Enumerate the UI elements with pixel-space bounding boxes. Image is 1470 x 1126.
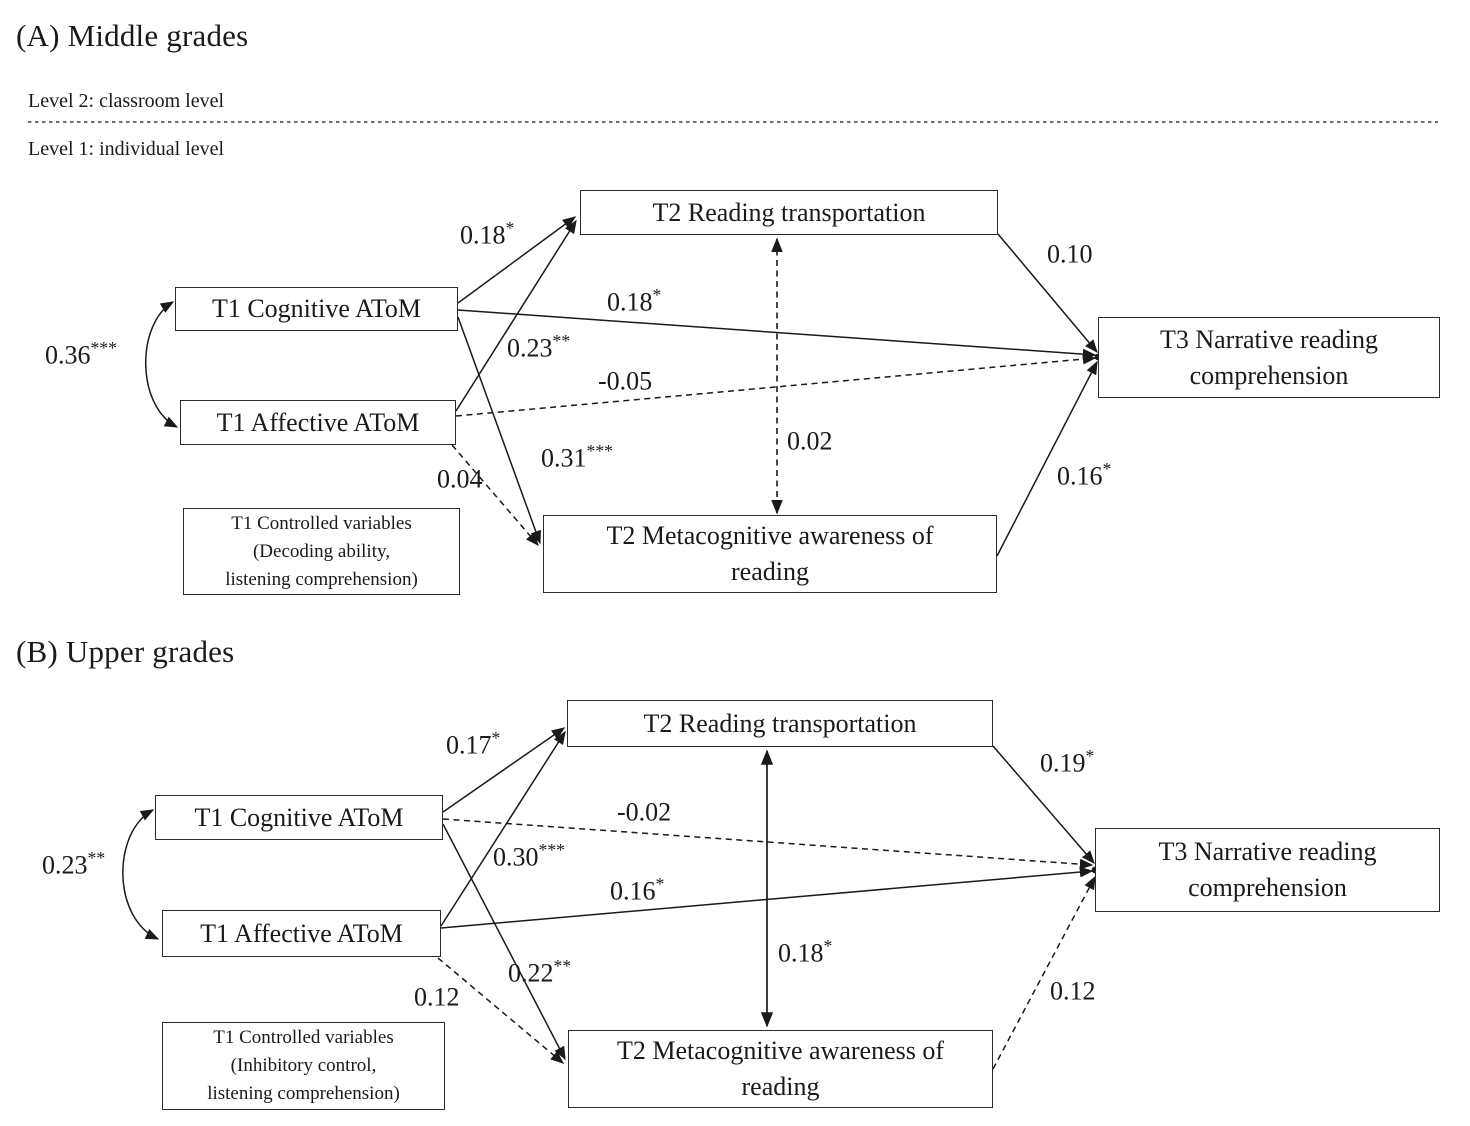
- arrow-a-affective-to-metacognitive-dashed: [452, 445, 538, 545]
- coef-b-cognitive-to-metacognitive: [508, 956, 571, 989]
- node-b-t3-narrative-reading-comprehension: [1095, 828, 1440, 912]
- node-a-t2-reading-transportation: [580, 190, 998, 235]
- coef-stars: *: [652, 285, 662, 305]
- coef-a-transportation-metacognitive-covariance: [787, 424, 833, 457]
- coef-a-metacognitive-to-comprehension: [1057, 459, 1111, 492]
- arrow-b-metacognitive-to-comprehension-dashed: [993, 877, 1095, 1069]
- coef-stars: **: [552, 331, 571, 351]
- node-b-t2-metacognitive-awareness: [568, 1030, 993, 1108]
- coef-b-cognitive-to-transportation: [446, 728, 500, 761]
- coef-b-metacognitive-to-comprehension: [1050, 974, 1096, 1007]
- coef-value: 0.23: [507, 333, 553, 363]
- node-label-line-2: reading: [741, 1072, 820, 1101]
- coef-a-cognitive-to-metacognitive: [541, 441, 613, 474]
- node-label-line-2: (Decoding ability,: [252, 540, 390, 562]
- coef-stars: *: [491, 728, 501, 748]
- node-label-line-3: listening comprehension): [225, 568, 418, 590]
- node-a-t1-affective-atom: [180, 400, 456, 445]
- coef-value: 0.18: [778, 938, 824, 968]
- coef-a-transportation-to-comprehension: [1047, 237, 1093, 270]
- coef-stars: **: [553, 956, 572, 976]
- coef-value: 0.16: [610, 876, 656, 906]
- covariance-arrow-a-cognitive-affective: [146, 302, 177, 427]
- coef-a-t1-covariance: [45, 338, 117, 371]
- coef-b-t1-covariance: [42, 848, 105, 881]
- node-label-line-2: reading: [731, 557, 809, 586]
- node-label-line-1: T3 Narrative reading: [1158, 837, 1377, 866]
- coef-value: -0.02: [617, 797, 672, 827]
- node-label: T1 Cognitive AToM: [194, 802, 404, 832]
- coef-a-affective-to-transportation: [507, 331, 570, 364]
- node-label: T1 Affective AToM: [200, 918, 403, 948]
- coef-stars: *: [823, 936, 833, 956]
- node-label: T2 Reading transportation: [643, 708, 917, 738]
- coef-stars: ***: [586, 441, 614, 461]
- node-a-t2-metacognitive-awareness: [543, 515, 997, 593]
- panel-a-title: (A) Middle grades: [16, 18, 249, 53]
- node-label-line-3: listening comprehension): [207, 1083, 400, 1104]
- coef-stars: *: [1102, 459, 1112, 479]
- node-a-t1-cognitive-atom: [175, 287, 458, 331]
- node-label-line-2: (Inhibitory control,: [230, 1055, 377, 1076]
- coef-value: 0.02: [787, 426, 833, 456]
- node-a-t1-controlled-variables: [183, 508, 460, 595]
- coef-value: 0.18: [460, 220, 506, 250]
- covariance-arrow-b-cognitive-affective: [123, 810, 158, 939]
- coef-stars: *: [505, 218, 515, 238]
- coef-value: 0.30: [493, 842, 539, 872]
- coef-value: 0.16: [1057, 461, 1103, 491]
- node-label: T1 Affective AToM: [216, 407, 420, 437]
- node-a-t3-narrative-reading-comprehension: [1098, 317, 1440, 398]
- coef-value: 0.12: [414, 982, 460, 1012]
- coef-b-transportation-metacognitive-covariance: [778, 936, 832, 969]
- node-b-t1-cognitive-atom: [155, 795, 443, 840]
- node-label: T2 Reading transportation: [652, 197, 926, 227]
- node-label: T1 Cognitive AToM: [211, 294, 422, 323]
- coef-stars: ***: [90, 338, 118, 358]
- coef-value: 0.19: [1040, 748, 1086, 778]
- coef-b-transportation-to-comprehension: [1040, 746, 1094, 779]
- node-b-t1-controlled-variables: [162, 1022, 445, 1110]
- coef-value: 0.36: [45, 340, 91, 370]
- node-label-line-1: T1 Controlled variables: [231, 512, 412, 534]
- level-1-label: Level 1: individual level: [28, 138, 225, 160]
- node-label-line-1: T2 Metacognitive awareness of: [616, 1036, 945, 1065]
- coef-b-affective-to-transportation: [493, 840, 565, 873]
- coef-stars: *: [1085, 746, 1095, 766]
- coef-a-cognitive-to-comprehension: [607, 285, 661, 318]
- coef-value: 0.22: [508, 958, 554, 988]
- node-label-line-2: comprehension: [1189, 360, 1349, 390]
- node-label-line-1: T3 Narrative reading: [1159, 324, 1378, 354]
- arrow-a-affective-to-comprehension-dashed: [456, 358, 1095, 416]
- coef-value: -0.05: [598, 366, 653, 396]
- panel-b-title: (B) Upper grades: [16, 634, 235, 669]
- coef-value: 0.31: [541, 443, 587, 473]
- node-b-t1-affective-atom: [162, 910, 441, 957]
- coef-value: 0.23: [42, 850, 88, 880]
- arrow-b-affective-to-transportation: [441, 732, 565, 926]
- coef-a-affective-to-comprehension: [598, 364, 652, 397]
- coef-b-cognitive-to-comprehension: [617, 795, 671, 828]
- node-label-line-2: comprehension: [1188, 873, 1347, 902]
- coef-stars: ***: [538, 840, 566, 860]
- coef-value: 0.12: [1050, 976, 1096, 1006]
- coef-value: 0.10: [1047, 239, 1093, 269]
- coef-b-affective-to-comprehension: [610, 874, 664, 907]
- coef-a-cognitive-to-transportation: [460, 218, 514, 251]
- coef-value: 0.04: [437, 464, 483, 494]
- node-label-line-1: T2 Metacognitive awareness of: [606, 521, 934, 550]
- node-label-line-1: T1 Controlled variables: [213, 1027, 394, 1048]
- level-2-label: Level 2: classroom level: [28, 90, 225, 112]
- coef-value: 0.18: [607, 287, 653, 317]
- coef-stars: *: [655, 874, 665, 894]
- node-b-t2-reading-transportation: [567, 700, 993, 747]
- coef-stars: **: [87, 848, 106, 868]
- coef-b-affective-to-metacognitive: [414, 980, 460, 1013]
- coef-value: 0.17: [446, 730, 492, 760]
- coef-a-affective-to-metacognitive: [437, 462, 483, 495]
